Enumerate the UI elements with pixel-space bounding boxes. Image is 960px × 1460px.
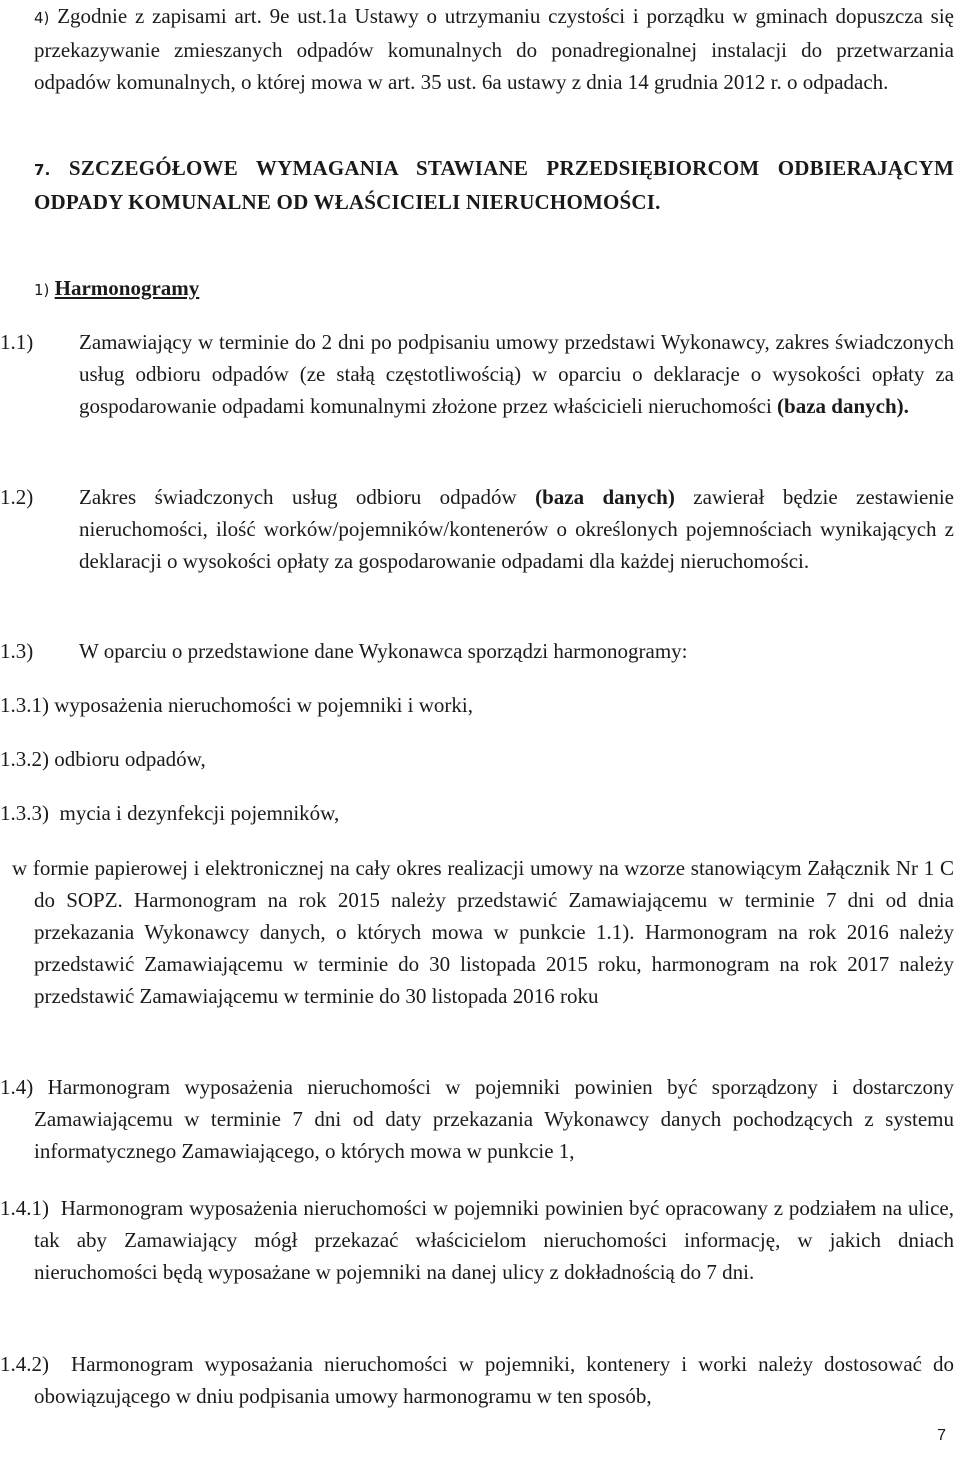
item-1-3-3	[0, 797, 954, 829]
item-text-after: zawierał będzie zestawienie nieruchomości, ilość worków/pojemników/kontenerów o określonych pojemnościach wynikających z deklaracji o wysokości opłaty za gospodarowanie odpadami dla każdej nieruchomości.	[79, 485, 955, 573]
item-text-before: Zakres świadczonych usług odbioru odpadów	[79, 485, 517, 509]
item-number: 1.3.1)	[0, 693, 49, 717]
subsection-1-heading	[34, 272, 954, 306]
item-number: 1.4.2)	[0, 1352, 49, 1376]
item-text: Zamawiający w terminie do 2 dni po podpisaniu umowy przedstawi Wykonawcy, zakres świadczonych usług odbioru odpadów (ze stałą częstotliwością) w oparciu o deklaracje o wysokości opłaty za gospodarowanie odpadami komunalnymi złożone przez właścicieli nieruchomości	[79, 330, 954, 418]
item-text: Harmonogram wyposażenia nieruchomości w pojemniki powinien być opracowany z podziałem na ulice, tak aby Zamawiający mógł przekazać właścicielom nieruchomości informację, w jakich dniach nieruchomości będą wyposażane w pojemniki na danej ulicy z dokładnością do 7 dni.	[34, 1196, 955, 1284]
paragraph-text: Zgodnie z zapisami art. 9e ust.1a Ustawy o utrzymaniu czystości i porządku w gminach dopuszcza się przekazywanie zmieszanych odpadów komunalnych do ponadregionalnej instalacji do przetwarzania odpadów komunalnych, o której mowa w art. 35 ust. 6a ustawy z dnia 14 grudnia 2012 r. o odpadach.	[34, 4, 954, 94]
item-1-3-2	[0, 743, 954, 775]
item-number: 1.2)	[0, 485, 34, 509]
section-title: SZCZEGÓŁOWE WYMAGANIA STAWIANE PRZEDSIĘBIORCOM ODBIERAJĄCYM ODPADY KOMUNALNE OD WŁAŚCICIELI NIERUCHOMOŚCI.	[34, 156, 955, 214]
item-text: W oparciu o przedstawione dane Wykonawca sporządzi harmonogramy:	[79, 639, 688, 663]
item-1-4-2	[0, 1348, 954, 1412]
item-text: wyposażenia nieruchomości w pojemniki i worki,	[54, 693, 473, 717]
item-bold: (baza danych)	[535, 485, 675, 509]
item-1-1	[0, 326, 954, 422]
paragraph-number: 4)	[34, 9, 50, 27]
subsection-number: 1)	[34, 281, 50, 299]
item-number: 1.3.2)	[0, 747, 49, 771]
item-1-2	[0, 481, 954, 577]
form-paragraph	[12, 852, 954, 1012]
item-text: mycia i dezynfekcji pojemników,	[59, 801, 340, 825]
item-text: odbioru odpadów,	[54, 747, 206, 771]
item-1-4	[0, 1071, 954, 1167]
item-text: Harmonogram wyposażenia nieruchomości w pojemniki powinien być sporządzony i dostarczony Zamawiającemu w terminie 7 dni od daty przekazania Wykonawcy danych pochodzących z systemu informatycznego Zamawiającego, o których mowa w punkcie 1,	[34, 1075, 955, 1163]
item-number: 1.3.3)	[0, 801, 49, 825]
item-1-3-1	[0, 689, 954, 721]
item-text: Harmonogram wyposażania nieruchomości w pojemniki, kontenery i worki należy dostosować do obowiązującego w dniu podpisania umowy harmonogramu w ten sposób,	[34, 1352, 954, 1408]
paragraph-text: w formie papierowej i elektronicznej na cały okres realizacji umowy na wzorze stanowiącym Załącznik Nr 1 C do SOPZ. Harmonogram na rok 2015 należy przedstawić Zamawiającemu w terminie 7 dni od dnia przekazania Wykonawcy danych, o których mowa w punkcie 1.1). Harmonogram na rok 2016 należy przedstawić Zamawiającemu w terminie do 30 listopada 2015 roku, harmonogram na rok 2017 należy przedstawić Zamawiającemu w terminie do 30 listopada 2016 roku	[12, 856, 954, 1008]
paragraph-4	[34, 0, 954, 98]
item-bold-tail: (baza danych).	[777, 394, 909, 418]
section-7-heading	[34, 152, 954, 218]
item-number: 1.1)	[0, 330, 34, 354]
page-number: 7	[937, 1427, 946, 1444]
item-number: 1.4.1)	[0, 1196, 49, 1220]
item-number: 1.4)	[0, 1075, 34, 1099]
subsection-title: Harmonogramy	[54, 276, 200, 300]
section-number: 7.	[34, 161, 51, 179]
item-1-3	[0, 635, 954, 667]
item-1-4-1	[0, 1192, 954, 1288]
item-number: 1.3)	[0, 639, 34, 663]
